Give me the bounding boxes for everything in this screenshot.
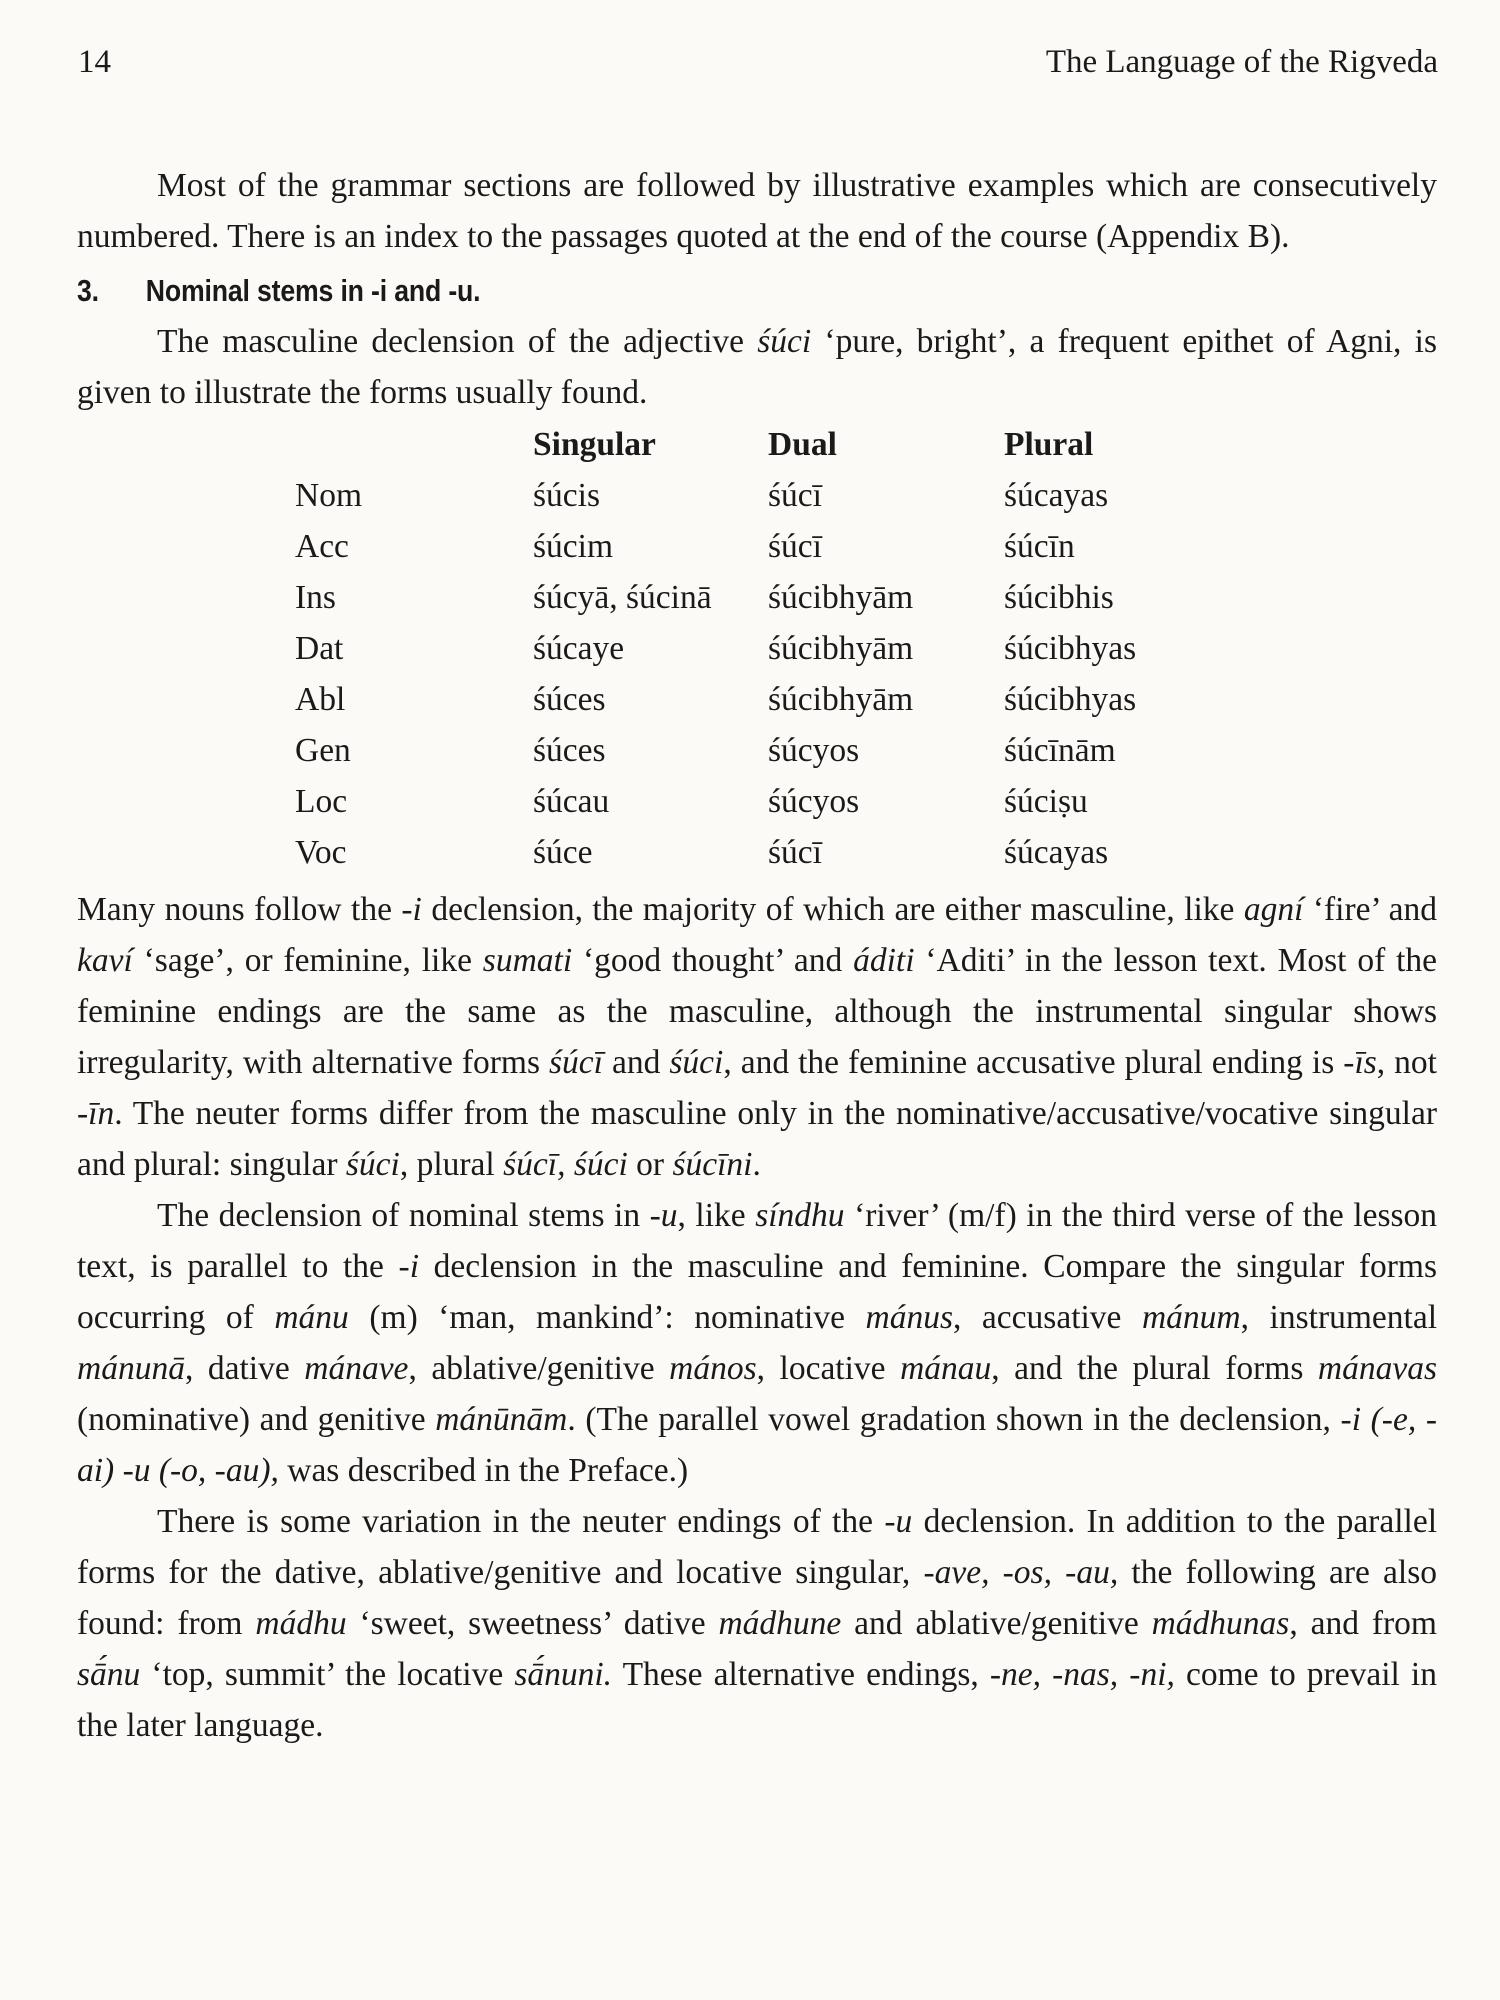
paragraph-1 xyxy=(77,316,1437,418)
declension-table xyxy=(77,419,1304,878)
section-number: 3. xyxy=(77,273,99,308)
italic-term: -īn xyxy=(77,1095,115,1132)
dual-cell: śúcyos xyxy=(768,732,860,769)
italic-term: -i (-e, -ai) -u (-o, -au), xyxy=(77,1401,1437,1489)
italic-term: -ave, -os, -au, xyxy=(923,1554,1119,1591)
italic-term: śúci xyxy=(669,1044,724,1081)
text-run: ‘sage’, or feminine, like xyxy=(132,942,483,979)
text-run: (nominative) and genitive xyxy=(77,1401,436,1438)
plural-cell: śúcīn xyxy=(1004,528,1075,565)
case-label: Dat xyxy=(295,630,344,667)
paragraph-4 xyxy=(77,1496,1437,1751)
table-row xyxy=(77,572,1304,623)
italic-term: áditi xyxy=(853,942,915,979)
paragraph-3 xyxy=(77,1190,1437,1496)
text-run: . (The parallel vowel gradation shown in the declension, xyxy=(567,1401,1341,1438)
case-label: Gen xyxy=(295,732,351,769)
singular-cell: śúcis xyxy=(533,477,600,514)
text-run: . xyxy=(752,1146,761,1183)
plural-cell: śúcayas xyxy=(1004,834,1109,871)
italic-term: mánau xyxy=(900,1350,992,1387)
case-label: Nom xyxy=(295,477,362,514)
text-run: , dative xyxy=(184,1350,305,1387)
paragraph-2 xyxy=(77,884,1437,1190)
italic-term: mádhu xyxy=(255,1605,347,1642)
plural-cell: śúcayas xyxy=(1004,477,1109,514)
plural-cell: śúcibhis xyxy=(1004,579,1114,616)
table-row xyxy=(77,470,1304,521)
italic-term: mánavas xyxy=(1317,1350,1438,1387)
text-run: Many nouns follow the xyxy=(77,891,402,928)
text-run: , accusative xyxy=(953,1299,1142,1336)
page-number: 14 xyxy=(78,44,111,80)
italic-term: agní xyxy=(1243,891,1304,928)
case-label: Acc xyxy=(295,528,349,565)
singular-cell: śúcau xyxy=(533,783,610,820)
italic-term: sā́nuni. xyxy=(514,1656,613,1693)
text-run: ‘Aditi’ in the lesson text. Most of the feminine endings are the same as the masculine, although the instrumental singular shows irregularity, with alternative forms xyxy=(77,942,1438,1081)
text-run: . The neuter forms differ from the masculine only in the nominative/accusative/vocative singular and plural: singular xyxy=(77,1095,1437,1183)
italic-term: -u xyxy=(649,1197,678,1234)
text-run: declension, the majority of which are either masculine, like xyxy=(421,891,1244,928)
text-run: The masculine declension of the adjective xyxy=(157,323,758,360)
text-run: , like xyxy=(677,1197,756,1234)
text-run: , and the plural forms xyxy=(991,1350,1318,1387)
running-title: The Language of the Rigveda xyxy=(1045,44,1438,80)
singular-cell: śúces xyxy=(533,732,606,769)
text-run: , not xyxy=(1376,1044,1437,1081)
header-dual: Dual xyxy=(768,426,837,463)
italic-term: mánum xyxy=(1141,1299,1241,1336)
text-run: ‘good thought’ and xyxy=(572,942,854,979)
dual-cell: śúcibhyām xyxy=(768,630,914,667)
plural-cell: śúcibhyas xyxy=(1004,681,1137,718)
text-run: , plural xyxy=(399,1146,504,1183)
italic-term: śúcī, śúci xyxy=(503,1146,628,1183)
table-row xyxy=(77,521,1304,572)
table-header-row xyxy=(77,419,1304,470)
running-head xyxy=(78,44,1438,81)
dual-cell: śúcyos xyxy=(768,783,860,820)
dual-cell: śúcibhyām xyxy=(768,681,914,718)
intro-paragraph: Most of the grammar sections are followed by illustrative examples which are consecutively numbered. There is an index to the passages quoted at the end of the course (Appendix B). xyxy=(77,167,1437,255)
text-run: , locative xyxy=(756,1350,901,1387)
italic-term: -i xyxy=(401,891,422,928)
text-run: was described in the Preface.) xyxy=(278,1452,689,1489)
dual-cell: śúcī xyxy=(768,834,822,871)
text-run: or xyxy=(627,1146,673,1183)
header-plural: Plural xyxy=(1004,426,1094,463)
dual-cell: śúcibhyām xyxy=(768,579,914,616)
text-run: ‘pure, bright’, a frequent epithet of Agni, is given to illustrate the forms usually found. xyxy=(77,323,1437,411)
italic-term: śúci xyxy=(757,323,812,360)
singular-cell: śúcim xyxy=(533,528,614,565)
text-run: ‘sweet, sweetness’ dative xyxy=(346,1605,719,1642)
plural-cell: śúcibhyas xyxy=(1004,630,1137,667)
plural-cell: śúciṣu xyxy=(1004,783,1088,820)
dual-cell: śúcī xyxy=(768,528,822,565)
case-label: Loc xyxy=(295,783,348,820)
text-run: ‘top, summit’ the locative xyxy=(140,1656,515,1693)
italic-term: śúcīni xyxy=(672,1146,753,1183)
table-row xyxy=(77,776,1304,827)
text-run: the following are also found: from xyxy=(77,1554,1437,1642)
body-text xyxy=(77,160,1437,1751)
table-row xyxy=(77,827,1304,878)
italic-term: mánūnām xyxy=(435,1401,568,1438)
table-row xyxy=(77,623,1304,674)
italic-term: mánave xyxy=(304,1350,409,1387)
text-run: and ablative/genitive xyxy=(841,1605,1152,1642)
table-row xyxy=(77,674,1304,725)
text-run: , and from xyxy=(1289,1605,1437,1642)
italic-term: mádhune xyxy=(718,1605,842,1642)
singular-cell: śúce xyxy=(533,834,593,871)
text-run: , instrumental xyxy=(1240,1299,1438,1336)
singular-cell: śúcyā, śúcinā xyxy=(533,579,712,616)
header-case xyxy=(77,419,533,470)
section-heading xyxy=(77,266,1247,316)
text-run: (m) ‘man, mankind’: nominative xyxy=(348,1299,866,1336)
italic-term: -i xyxy=(398,1248,420,1285)
text-run: There is some variation in the neuter endings of the xyxy=(157,1503,885,1540)
italic-term: sā́nu xyxy=(77,1656,141,1693)
italic-term: kaví xyxy=(77,942,133,979)
singular-cell: śúcaye xyxy=(533,630,625,667)
italic-term: śúci xyxy=(345,1146,400,1183)
text-run: declension in the masculine and feminine. Compare the singular forms occurring of xyxy=(77,1248,1438,1336)
header-singular: Singular xyxy=(533,426,656,463)
text-run: ‘river’ (m/f) in the third verse of the lesson text, is parallel to the xyxy=(77,1197,1438,1285)
italic-term: mánus xyxy=(865,1299,954,1336)
text-run: and xyxy=(602,1044,670,1081)
text-run: declension. In addition to the parallel forms for the dative, ablative/genitive and locative singular, xyxy=(77,1503,1437,1591)
text-run: , ablative/genitive xyxy=(408,1350,670,1387)
text-run: These alternative endings, xyxy=(612,1656,990,1693)
italic-term: mádhunas xyxy=(1151,1605,1290,1642)
case-label: Voc xyxy=(295,834,347,871)
singular-cell: śúces xyxy=(533,681,606,718)
plural-cell: śúcīnām xyxy=(1004,732,1116,769)
section-title: Nominal stems in -i and -u. xyxy=(145,273,481,308)
italic-term: -ne, -nas, -ni, xyxy=(989,1656,1175,1693)
text-run: , and the feminine accusative plural ending is xyxy=(723,1044,1344,1081)
text-run: come to prevail in the later language. xyxy=(77,1656,1437,1744)
italic-term: -īs xyxy=(1343,1044,1377,1081)
italic-term: -u xyxy=(884,1503,913,1540)
italic-term: síndhu xyxy=(755,1197,845,1234)
italic-term: śúcī xyxy=(549,1044,603,1081)
text-run: The declension of nominal stems in xyxy=(157,1197,650,1234)
italic-term: mánunā xyxy=(77,1350,185,1387)
italic-term: mánu xyxy=(274,1299,349,1336)
dual-cell: śúcī xyxy=(768,477,822,514)
case-label: Abl xyxy=(295,681,346,718)
table-row xyxy=(77,725,1304,776)
italic-term: sumati xyxy=(482,942,573,979)
italic-term: mános xyxy=(669,1350,757,1387)
text-run: ‘fire’ and xyxy=(1303,891,1437,928)
case-label: Ins xyxy=(295,579,336,616)
